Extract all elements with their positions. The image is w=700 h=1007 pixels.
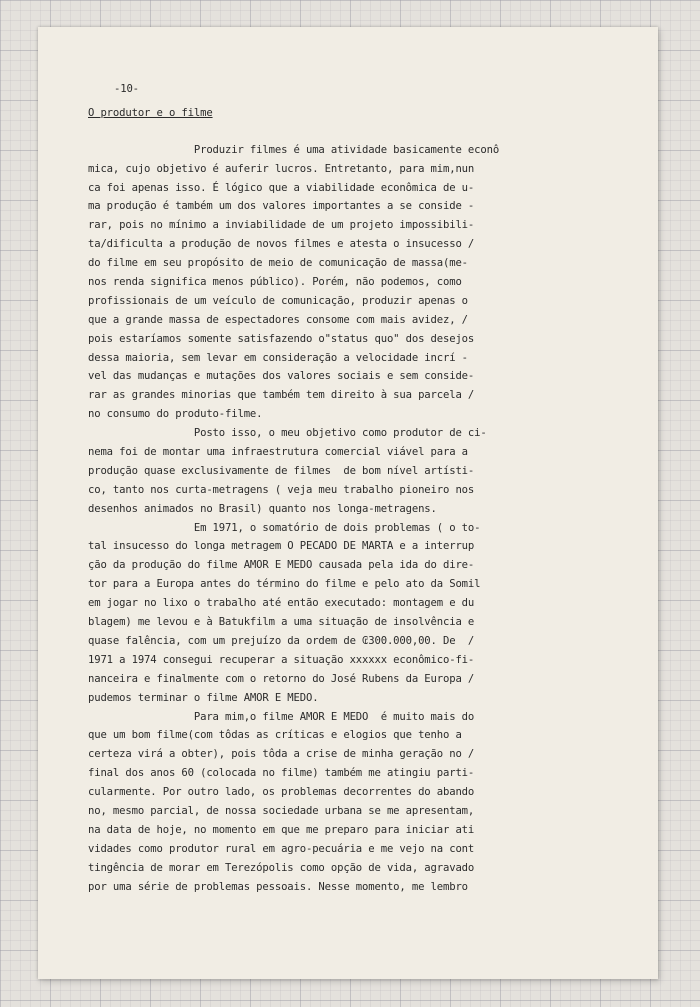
text-line: cularmente. Por outro lado, os problemas decorrentes do abando — [88, 786, 475, 799]
text-line: do filme em seu propósito de meio de comunicação de massa(me- — [88, 257, 468, 270]
text-line: Em 1971, o somatório de dois problemas ( o to- — [88, 521, 481, 534]
text-line: quase falência, com um prejuízo da ordem de ₢300.000,00. De / — [88, 634, 475, 647]
typewritten-page — [38, 27, 658, 979]
text-line: blagem) me levou e à Batukfilm a uma situação de insolvência e — [88, 616, 475, 629]
text-line: co, tanto nos curta-metragens ( veja meu trabalho pioneiro nos — [88, 483, 475, 496]
text-line: vidades como produtor rural em agro-pecuária e me vejo na cont — [88, 842, 475, 855]
text-line: tingência de morar em Terezópolis como opção de vida, agravado — [88, 861, 475, 874]
text-line: final dos anos 60 (colocada no filme) também me atingiu parti- — [88, 767, 475, 780]
text-line: nanceira e finalmente com o retorno do José Rubens da Europa / — [88, 672, 475, 685]
text-line: tal insucesso do longa metragem O PECADO DE MARTA e a interrup — [88, 540, 475, 553]
page-text — [88, 80, 618, 896]
text-line: profissionais de um veículo de comunicação, produzir apenas o — [88, 294, 468, 307]
text-line: produção quase exclusivamente de filmes de bom nível artísti- — [88, 464, 475, 477]
text-line: que a grande massa de espectadores consome com mais avidez, / — [88, 313, 468, 326]
text-line: vel das mudanças e mutações dos valores sociais e sem conside- — [88, 370, 475, 383]
text-line: 1971 a 1974 consegui recuperar a situação xxxxxx econômico-fi- — [88, 653, 475, 666]
text-line: Posto isso, o meu objetivo como produtor de ci- — [88, 427, 487, 440]
text-line: tor para a Europa antes do término do filme e pelo ato da Somil — [88, 578, 481, 591]
text-line: dessa maioria, sem levar em consideração a velocidade incrí - — [88, 351, 468, 364]
text-line: em jogar no lixo o trabalho até então executado: montagem e du — [88, 597, 475, 610]
text-line: pudemos terminar o filme AMOR E MEDO. — [88, 691, 319, 704]
text-line: no consumo do produto-filme. — [88, 408, 263, 421]
text-line: pois estaríamos somente satisfazendo o"status quo" dos desejos — [88, 332, 475, 345]
text-line: Para mim,o filme AMOR E MEDO é muito mais do — [88, 710, 475, 723]
text-line: rar, pois no mínimo a inviabilidade de um projeto impossibili- — [88, 219, 475, 232]
text-line: no, mesmo parcial, de nossa sociedade urbana se me apresentam, — [88, 804, 475, 817]
text-line: na data de hoje, no momento em que me preparo para iniciar ati — [88, 823, 475, 836]
text-line: desenhos animados no Brasil) quanto nos longa-metragens. — [88, 502, 437, 515]
text-line: certeza virá a obter), pois tôda a crise de minha geração no / — [88, 748, 475, 761]
text-line: mica, cujo objetivo é auferir lucros. Entretanto, para mim,nun — [88, 162, 475, 175]
section-heading: O produtor e o filme — [88, 106, 213, 119]
text-line: por uma série de problemas pessoais. Nesse momento, me lembro — [88, 880, 468, 893]
text-line: que um bom filme(com tôdas as críticas e elogios que tenho a — [88, 729, 462, 742]
text-line: ta/dificulta a produção de novos filmes e atesta o insucesso / — [88, 238, 475, 251]
text-line: ção da produção do filme AMOR E MEDO causada pela ida do dire- — [88, 559, 475, 572]
page-number: -10- — [114, 83, 139, 95]
text-line: rar as grandes minorias que também tem direito à sua parcela / — [88, 389, 475, 402]
text-line: ma produção é também um dos valores importantes a se conside - — [88, 200, 475, 213]
text-line: nema foi de montar uma infraestrutura comercial viável para a — [88, 446, 468, 459]
text-line: ca foi apenas isso. É lógico que a viabilidade econômica de u- — [88, 181, 475, 194]
text-line: nos renda significa menos público). Porém, não podemos, como — [88, 276, 462, 289]
text-line: Produzir filmes é uma atividade basicamente econô — [88, 143, 500, 156]
